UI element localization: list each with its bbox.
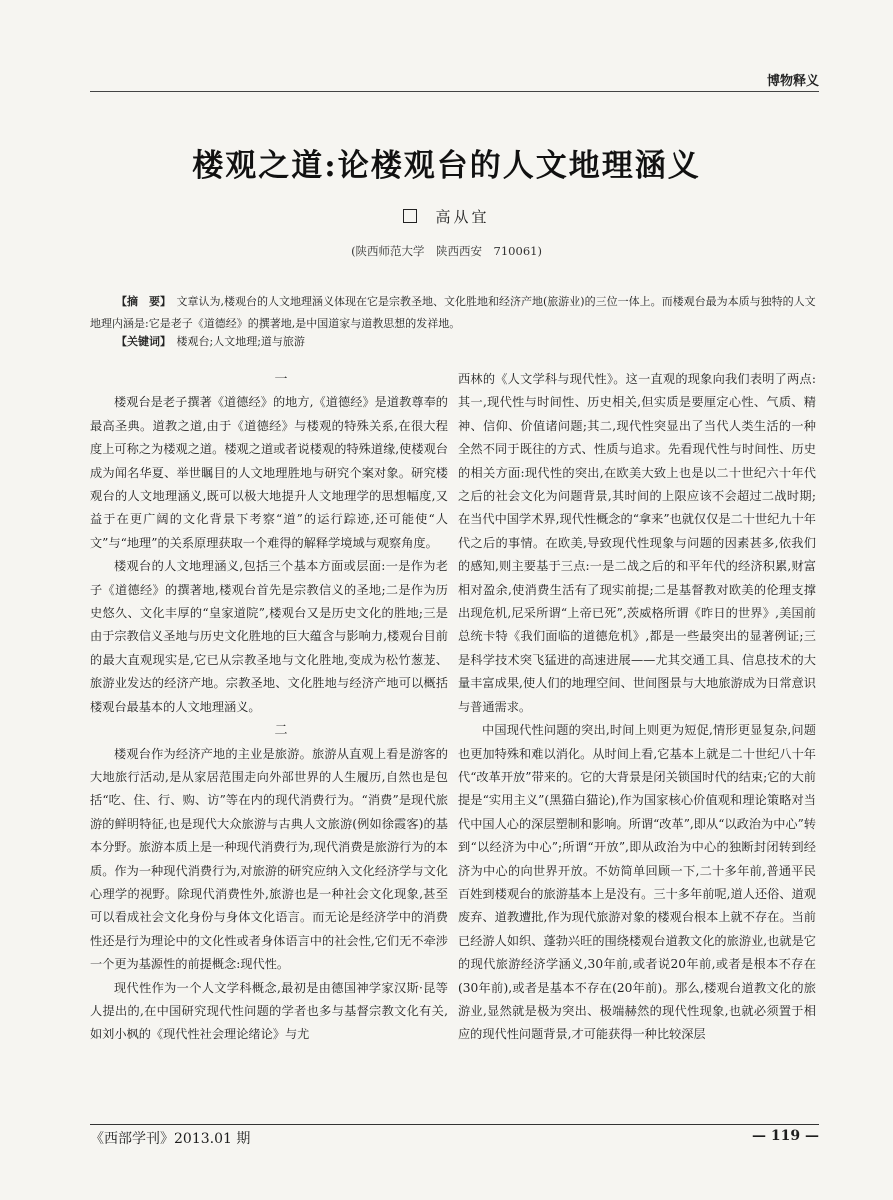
author-box-icon <box>403 209 417 223</box>
page-number: — 119 — <box>752 1128 819 1144</box>
section-number: 二 <box>274 723 288 739</box>
left-column <box>90 368 448 1047</box>
journal-issue: 《西部学刊》2013.01 期 <box>90 1131 251 1147</box>
header-rule <box>90 91 819 92</box>
abstract-label: 【摘 要】 <box>116 295 166 308</box>
keywords-text: 楼观台;人文地理;道与旅游 <box>176 335 305 348</box>
running-head: 博物释义 <box>766 74 819 89</box>
paragraph: 中国现代性问题的突出,时间上则更为短促,情形更显复杂,问题也更加特殊和难以消化。从时间上看,它基本上就是二十世纪八十年代“改革开放”带来的。它的大背景是闭关锁国时代的结束;它的大前提是“实用主义”(黑猫白猫论),作为国家核心价值观和理论策略对当代中国人心的深层塑制和影响。所谓“改革”,即从“以政治为中心”转到“以经济为中心”;所谓“开放”,即从政治为中心的独断封闭转到经济为中心的向世界开放。不妨简单回顾一下,二十多年前,普通平民百姓到楼观台的旅游基本上是没有。三十多年前呢,道人还俗、道观废弃、道教遭批,作为现代旅游对象的楼观台根本上就不存在。当前已经游人如织、蓬勃兴旺的围绕楼观台道教文化的旅游业,也就是它的现代旅游经济学涵义,30年前,或者说20年前,或者是根本不存在(30年前),或者是基本不存在(20年前)。那么,楼观台道教文化的旅游业,显然就是极为突出、极端赫然的现代性现象,也就必须置于相应的现代性问题背景,才可能获得一种比较深层 <box>458 723 816 1042</box>
article-title: 楼观之道:论楼观台的人文地理涵义 <box>192 148 701 184</box>
section-number: 一 <box>274 372 288 387</box>
affiliation: (陕西师范大学 陕西西安 710061) <box>351 244 542 258</box>
abstract-text: 文章认为,楼观台的人文地理涵义体现在它是宗教圣地、文化胜地和经济产地(旅游业)的三位一体上。而楼观台最为本质与独特的人文地理内涵是:它是老子《道德经》的撰著地,是中国道家与道教思想的发祥地。 <box>90 295 816 330</box>
paragraph: 西林的《人文学科与现代性》。这一直观的现象向我们表明了两点:其一,现代性与时间性、历史相关,但实质是要厘定心性、气质、精神、信仰、价值诸问题;其二,现代性突显出了当代人类生活的一种全然不同于既往的方式、性质与追求。先看现代性与时间性、历史的相关方面:现代性的突出,在欧美大致上也是以二十世纪六十年代之后的社会文化为问题背景,其时间的上限应该不会超过二战时期;在当代中国学术界,现代性概念的“拿来”也就仅仅是二十世纪九十年代之后的事情。在欧美,导致现代性现象与问题的因素甚多,依我们的感知,则主要基于三点:一是二战之后的和平年代的经济积累,财富相对盈余,使消费生活有了现实前提;二是基督教对欧美的伦理支撑出现危机,尼采所谓“上帝已死”,茨威格所谓《昨日的世界》,美国前总统卡特《我们面临的道德危机》,都是一些最突出的显著例证;三是科学技术突飞猛进的高速进展——尤其交通工具、信息技术的大量丰富成果,使人们的地理空间、世间图景与大地旅游成为日常意识与普通需求。 <box>458 372 816 714</box>
author-line <box>0 206 893 227</box>
footer-rule <box>90 1124 819 1125</box>
author-name: 高从宜 <box>435 208 490 226</box>
abstract <box>90 291 819 335</box>
right-column <box>458 368 816 1047</box>
paragraph: 楼观台是老子撰著《道德经》的地方,《道德经》是道教尊奉的最高圣典。道教之道,由于《道德经》与楼观的特殊关系,在很大程度上可称之为楼观之道。楼观之道或者说楼观的特殊道缘,使楼观台成为闻名华夏、举世瞩目的人文地理胜地与研究个案对象。研究楼观台的人文地理涵义,既可以极大地提升人文地理学的思想幅度,又益于在更广阔的文化背景下考察“道”的运行踪迹,还可能使“人文”与“地理”的关系原理获取一个难得的解释学境域与观察角度。 <box>90 395 448 550</box>
paragraph: 楼观台作为经济产地的主业是旅游。旅游从直观上看是游客的大地旅行活动,是从家居范围走向外部世界的人生履历,自然也是包括“吃、住、行、购、访”等在内的现代消费行为。“消费”是现代旅游的鲜明特征,也是现代大众旅游与古典人文旅游(例如徐霞客)的基本分野。旅游本质上是一种现代消费行为,现代消费是旅游行为的本质。作为一种现代消费行为,对旅游的研究应纳入文化经济学与文化心理学的视野。除现代消费性外,旅游也是一种社会文化现象,甚至可以看成社会文化身份与身体文化语言。而无论是经济学中的消费性还是行为理论中的文化性或者身体语言中的社会性,它们无不牵涉一个更为基源性的前提概念:现代性。 <box>90 746 448 972</box>
keywords-label: 【关键词】 <box>116 335 166 348</box>
abstract-paragraph <box>90 291 819 335</box>
paragraph: 楼观台的人文地理涵义,包括三个基本方面或层面:一是作为老子《道德经》的撰著地,楼观台首先是宗教信义的圣地;二是作为历史悠久、文化丰厚的“皇家道院”,楼观台又是历史文化的胜地;三是由于宗教信义圣地与历史文化胜地的巨大蕴含与影响力,楼观台目前的最大直观现实是,它已从宗教圣地与文化胜地,变成为松竹葱茏、旅游业发达的经济产地。宗教圣地、文化胜地与经济产地可以概括楼观台最基本的人文地理涵义。 <box>90 559 448 714</box>
keywords <box>116 334 819 350</box>
paragraph: 现代性作为一个人文学科概念,最初是由德国神学家汉斯·昆等人提出的,在中国研究现代性问题的学者也多与基督宗教文化有关,如刘小枫的《现代性社会理论绪论》与尤 <box>90 980 448 1042</box>
